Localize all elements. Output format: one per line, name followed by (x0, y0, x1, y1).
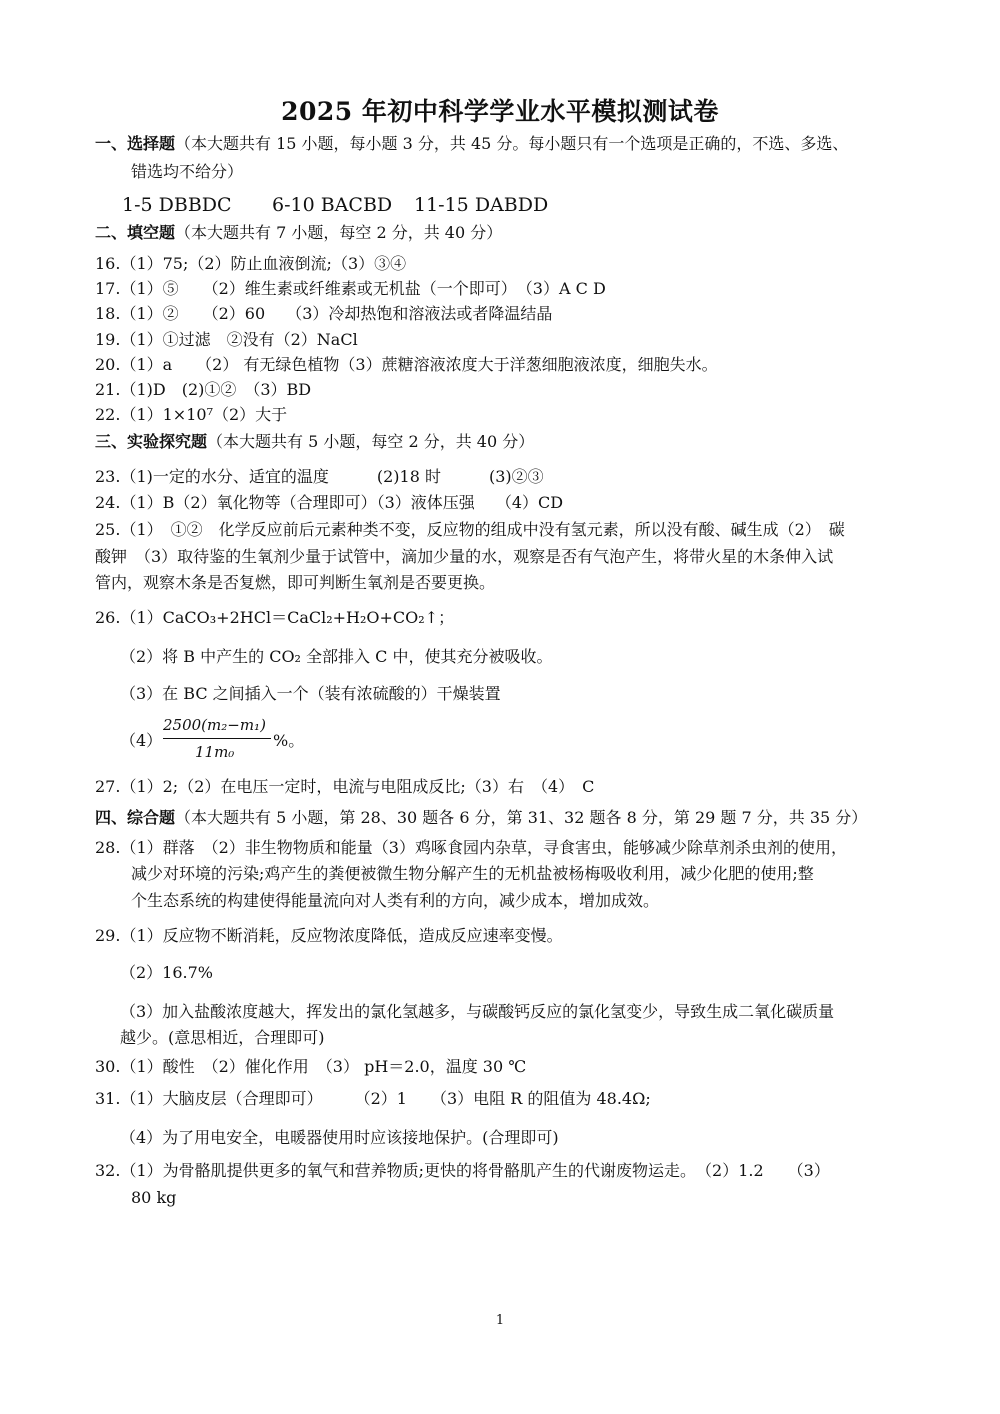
section-label: 一、选择题 (95, 134, 176, 153)
answer-26: 26.（1）CaCO₃+2HCl＝CaCl₂+H₂O+CO₂↑； (95, 608, 455, 627)
answer-32: 32.（1）为骨骼肌提供更多的氧气和营养物质;更快的将骨骼肌产生的代谢废物运走。 （2）1.2 （3） (95, 1161, 830, 1180)
choice-group: 1-5 DBBDC (122, 194, 232, 216)
text-line: 80 kg (131, 1188, 177, 1207)
answer-18: 18.（1）② （2）60 （3）冷却热饱和溶液法或者降温结晶 (95, 304, 553, 323)
answer-23: 23.（1)一定的水分、适宜的温度 (2)18 时 (3)②③ (95, 467, 544, 486)
text-line: （2）将 B 中产生的 CO₂ 全部排入 C 中，使其充分被吸收。 (120, 647, 553, 666)
answer-27: 27.（1）2;（2）在电压一定时，电流与电阻成反比;（3）右 （4） C (95, 777, 595, 796)
page-number: 1 (495, 1313, 505, 1328)
section-label: 三、实验探究题 (95, 432, 208, 451)
text-line: （3）加入盐酸浓度越大，挥发出的氯化氢越多，与碳酸钙反应的氯化氢变少，导致生成二氧化碳质量 (120, 1002, 835, 1021)
answer-28: 28.（1）群落 （2）非生物物质和能量（3）鸡啄食园内杂草，寻食害虫，能够减少除草剂杀虫剂的使用， (95, 838, 847, 857)
text-line: （4）为了用电安全，电暖器使用时应该接地保护。(合理即可) (120, 1128, 559, 1147)
formula-numerator: 2500(m₂−m₁) (163, 716, 266, 734)
text-line: 越少。(意思相近，合理即可) (120, 1028, 325, 1047)
section-heading-3 (95, 432, 534, 452)
section-heading-4 (95, 808, 867, 828)
answer-30: 30.（1）酸性 （2）催化作用 （3） pH＝2.0，温度 30 ℃ (95, 1057, 527, 1076)
choice-group: 11-15 DABDD (414, 194, 549, 216)
section-heading-1 (95, 134, 848, 154)
answer-19: 19.（1）①过滤 ②没有（2）NaCl (95, 330, 358, 349)
text-line: 管内，观察木条是否复燃，即可判断生氧剂是否要更换。 (95, 573, 496, 592)
formula-suffix: %。 (273, 731, 305, 750)
section-note: （本大题共有 15 小题，每小题 3 分，共 45 分。每小题只有一个选项是正确的，不选、多选、 (175, 134, 849, 153)
choice-answers (122, 194, 549, 216)
section-note: （本大题共有 7 小题，每空 2 分，共 40 分） (175, 223, 503, 242)
answer-20: 20.（1）a （2） 有无绿色植物（3）蔗糖溶液浓度大于洋葱细胞液浓度，细胞失水。 (95, 355, 718, 374)
text-line: 错选均不给分） (131, 162, 244, 181)
section-label: 二、填空题 (95, 223, 176, 242)
choice-group: 6-10 BACBD (272, 194, 393, 216)
section-note: （本大题共有 5 小题，第 28、30 题各 6 分，第 31、32 题各 8 分，第 29 题 7 分，共 35 分） (175, 808, 868, 827)
answer-29: 29.（1）反应物不断消耗，反应物浓度降低，造成反应速率变慢。 (95, 926, 563, 945)
text-line: （3）在 BC 之间插入一个（装有浓硫酸的）干燥装置 (120, 684, 501, 703)
answer-31: 31.（1）大脑皮层（合理即可） （2）1 （3）电阻 R 的阻值为 48.4Ω; (95, 1089, 651, 1108)
answer-22: 22.（1）1×10⁷（2）大于 (95, 405, 288, 424)
answer-17: 17.（1）⑤ （2）维生素或纤维素或无机盐（一个即可） （3）A C D (95, 279, 606, 298)
text-line: 减少对环境的污染;鸡产生的粪便被微生物分解产生的无机盐被杨梅吸收利用，减少化肥的使用;整 (131, 864, 814, 883)
formula-denominator: 11m₀ (195, 743, 235, 761)
section-heading-2 (95, 223, 502, 243)
fraction-bar (163, 738, 271, 739)
text-line: 个生态系统的构建使得能量流向对人类有利的方向，减少成本，增加成效。 (131, 891, 660, 910)
text-line: 酸钾 （3）取待鉴的生氧剂少量于试管中，滴加少量的水，观察是否有气泡产生，将带火星的木条伸入试 (95, 547, 834, 566)
section-label: 四、综合题 (95, 808, 176, 827)
answer-16: 16.（1）75;（2）防止血液倒流;（3）③④ (95, 254, 407, 273)
answer-24: 24.（1）B（2）氧化物等（合理即可）（3）液体压强 （4）CD (95, 493, 564, 512)
answer-25: 25.（1） ①② 化学反应前后元素种类不变，反应物的组成中没有氢元素，所以没有酸、碱生成（2） 碳 (95, 520, 845, 539)
answer-21: 21.（1)D (2)①② （3）BD (95, 380, 312, 399)
text-line: （4） (120, 731, 163, 750)
section-note: （本大题共有 5 小题，每空 2 分，共 40 分） (207, 432, 535, 451)
page-title: 2025 年初中科学学业水平模拟测试卷 (281, 97, 719, 126)
text-line: （2）16.7% (120, 963, 214, 982)
